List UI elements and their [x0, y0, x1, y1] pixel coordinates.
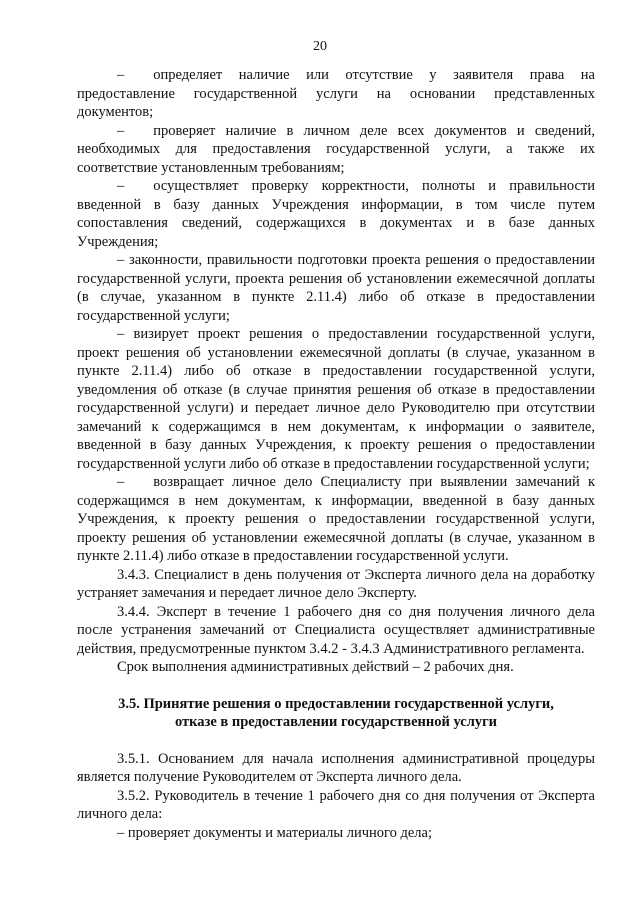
- list-item: – проверяет наличие в личном деле всех документов и сведений, необходимых для предоставления государственной услуги, а также их соответствие установленным требованиям;: [77, 122, 595, 176]
- page-number: 20: [313, 39, 327, 54]
- list-item: – осуществляет проверку корректности, полноты и правильности введенной в базу данных Учреждения информации, в том числе путем сопоставления сведений, содержащихся в документах и в базе данных Учреждения;: [77, 178, 595, 250]
- page-content: [77, 66, 595, 842]
- section-heading: [77, 695, 595, 732]
- list-item: – проверяет документы и материалы личного дела;: [117, 824, 432, 841]
- list-item: – законности, правильности подготовки проекта решения о предоставлении государственной услуги, проекта решения об установлении ежемесячной доплаты (в случае, указанном в пункте 2.11.4) либо об отказе в предоставлении государственной услуги;: [77, 252, 595, 324]
- paragraph: Срок выполнения административных действий – 2 рабочих дня.: [117, 659, 514, 675]
- section-heading-line: 3.5. Принятие решения о предоставлении государственной услуги,: [118, 695, 554, 712]
- list-item: – возвращает личное дело Специалисту при выявлении замечаний к содержащимся в нем документам, к информации, введенной в базу данных Учреждения, к проекту решения о предоставлении государственной услуги, проекту решения об установлении ежемесячной доплаты (в случае, указанном в пункте 2.11.4) либо отказе в предоставлении государственной услуги.: [77, 474, 595, 564]
- paragraph: 3.4.3. Специалист в день получения от Эксперта личного дела на доработку устраняет замечания и передает личное дело Эксперту.: [77, 566, 595, 601]
- section-heading-line: отказе в предоставлении государственной услуги: [174, 714, 498, 730]
- list-item: – определяет наличие или отсутствие у заявителя права на предоставление государственной услуги на основании представленных документов;: [77, 67, 595, 120]
- spacer: [77, 677, 595, 695]
- list-item: – визирует проект решения о предоставлении государственной услуги, проект решения об установлении ежемесячной доплаты (в случае, указанном в пункте 2.11.4) либо об отказе в предоставлении государственной услуги, уведомления об отказе (в случае принятия решения об отказе в предоставлении государственной услуги) и передает личное дело Руководителю при отсутствии замечаний к содержащимся в нем документам, к информации о заявителе, введенной в базу данных Учреждения, к проекту решения о предоставлении государственной услуги либо об отказе в предоставлении государственной услуги;: [77, 326, 595, 472]
- paragraph: 3.5.2. Руководитель в течение 1 рабочего дня со дня получения от Эксперта личного дела:: [77, 787, 595, 822]
- spacer: [77, 732, 595, 750]
- paragraph: 3.4.4. Эксперт в течение 1 рабочего дня со дня получения личного дела после устранения замечаний от Специалиста осуществляет административные действия, предусмотренные пунктом 3.4.2 - 3.4.3 Административного регламента.: [77, 603, 595, 657]
- paragraph: 3.5.1. Основанием для начала исполнения административной процедуры является получение Руководителем от Эксперта личного дела.: [77, 750, 595, 785]
